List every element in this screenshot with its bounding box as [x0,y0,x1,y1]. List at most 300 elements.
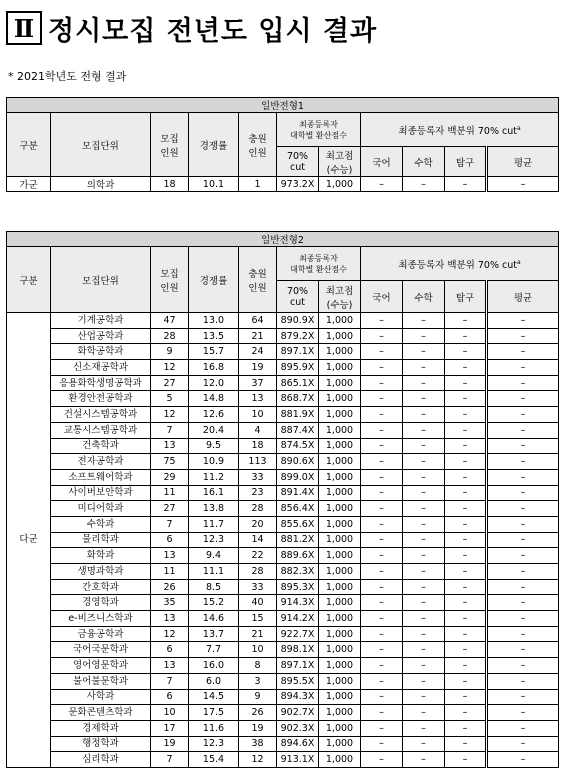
table-row [7,564,559,580]
cell-kor: – [361,375,403,391]
cell-quota: 12 [151,626,189,642]
cell-ratio: 14.5 [189,689,239,705]
cell-ratio: 11.2 [189,469,239,485]
cell-kor: – [361,485,403,501]
cell-avg: – [487,407,559,423]
cell-cut: 913.1X [277,752,319,768]
cell-quota: 7 [151,516,189,532]
table-row [7,454,559,470]
page-title: 정시모집 전년도 입시 결과 [48,15,378,47]
cell-kor: – [361,516,403,532]
cell-ratio: 7.7 [189,642,239,658]
cell-add: 18 [239,438,277,454]
cell-unit: 불어불문학과 [51,673,151,689]
cell-quota: 13 [151,611,189,627]
cell-quota: 47 [151,313,189,329]
cell-ratio: 11.7 [189,516,239,532]
cell-add: 23 [239,485,277,501]
cell-add: 9 [239,689,277,705]
cell-max: 1,000 [319,344,361,360]
cell-ratio: 15.7 [189,344,239,360]
cell-exp: – [445,611,487,627]
cell-unit: 건축학과 [51,438,151,454]
cell-add: 38 [239,736,277,752]
col-final-score: 최종등록자 대학별 환산점수 [277,113,361,147]
cell-kor: – [361,611,403,627]
cell-avg: – [487,673,559,689]
cell-avg: – [487,595,559,611]
cell-kor: – [361,564,403,580]
cell-quota: 10 [151,705,189,721]
cell-kor: – [361,407,403,423]
cell-quota: 75 [151,454,189,470]
cell-exp: – [445,501,487,517]
cell-quota: 28 [151,328,189,344]
cell-kor: – [361,469,403,485]
cell-kor: – [361,736,403,752]
cell-cut: 856.4X [277,501,319,517]
cell-unit: 기계공학과 [51,313,151,329]
cell-cut: 891.4X [277,485,319,501]
col-explore: 탐구 [445,147,487,177]
cell-max: 1,000 [319,532,361,548]
cell-cut: 902.7X [277,705,319,721]
cell-cut: 902.3X [277,720,319,736]
cell-ratio: 15.4 [189,752,239,768]
cell-quota: 6 [151,689,189,705]
cell-max: 1,000 [319,673,361,689]
cell-ratio: 11.6 [189,720,239,736]
table-row [7,720,559,736]
cell-max: 1,000 [319,485,361,501]
cell-add: 22 [239,548,277,564]
cell-math: – [403,422,445,438]
cell-max: 1,000 [319,407,361,423]
col-math: 수학 [403,147,445,177]
cell-unit: 교통시스템공학과 [51,422,151,438]
cell-exp: – [445,642,487,658]
col-quota: 모집 인원 [151,113,189,177]
cell-cut: 895.3X [277,579,319,595]
cell-unit: 사학과 [51,689,151,705]
cell-max: 1,000 [319,626,361,642]
cell-quota: 27 [151,501,189,517]
cell-avg: – [487,611,559,627]
cell-unit: 화학공학과 [51,344,151,360]
cell-max: 1,000 [319,736,361,752]
cell-max: 1,000 [319,689,361,705]
col-unit: 모집단위 [51,247,151,313]
table-row [7,532,559,548]
cell-ratio: 12.3 [189,532,239,548]
cell-max: 1,000 [319,516,361,532]
cell-kor: – [361,705,403,721]
cell-exp: – [445,626,487,642]
cell-kor: – [361,360,403,376]
cell-kor: – [361,438,403,454]
cell-math: – [403,720,445,736]
cell-kor: – [361,454,403,470]
cell-kor: – [361,626,403,642]
cell-unit: 소프트웨어학과 [51,469,151,485]
table-row [7,360,559,376]
cell-ratio: 9.5 [189,438,239,454]
cell-cut: 882.3X [277,564,319,580]
cell-unit: 사이버보안학과 [51,485,151,501]
cell-avg: – [487,532,559,548]
cell-kor: – [361,595,403,611]
cell-exp: – [445,720,487,736]
cell-math: – [403,626,445,642]
cell-avg: – [487,375,559,391]
cell-max: 1,000 [319,313,361,329]
table-row [7,626,559,642]
cell-kor: – [361,658,403,674]
cell-math: – [403,673,445,689]
cell-max: 1,000 [319,564,361,580]
table-row [7,375,559,391]
cell-kor: – [361,689,403,705]
cell-exp: – [445,391,487,407]
cell-add: 24 [239,344,277,360]
cell-max: 1,000 [319,469,361,485]
cell-unit: 수학과 [51,516,151,532]
cell-cut: 881.9X [277,407,319,423]
cell-add: 15 [239,611,277,627]
cell-exp: – [445,360,487,376]
table-row [7,673,559,689]
cell-exp: – [445,736,487,752]
cell-ratio: 12.0 [189,375,239,391]
cell-quota: 7 [151,673,189,689]
table-row [7,689,559,705]
cell-ratio: 16.1 [189,485,239,501]
cell-ratio: 12.3 [189,736,239,752]
cell-quota: 17 [151,720,189,736]
cell-math: – [403,344,445,360]
cell-math: – [403,595,445,611]
cell-quota: 35 [151,595,189,611]
cell-ratio: 10.9 [189,454,239,470]
col-gubun: 구분 [7,247,51,313]
cell-unit: 산업공학과 [51,328,151,344]
cell-max: 1,000 [319,328,361,344]
table-row [7,344,559,360]
cell-avg: – [487,705,559,721]
cell-cut: 914.2X [277,611,319,627]
cell-ratio: 9.4 [189,548,239,564]
cell-unit: 응용화학생명공학과 [51,375,151,391]
table-row [7,485,559,501]
cell-math: – [403,313,445,329]
cell-ratio: 6.0 [189,673,239,689]
col-cut70: 70% cut [277,281,319,313]
table-general-1 [6,97,559,192]
table-row: 가군 의학과 18 10.1 1 973.2X 1,000 – – – – [7,177,559,192]
table-row [7,438,559,454]
cell-quota: 11 [151,485,189,501]
cell-add: 20 [239,516,277,532]
cell-math: – [403,579,445,595]
cell-kor: – [361,422,403,438]
cell-kor: – [361,673,403,689]
cell-avg: – [487,360,559,376]
cell-add: 8 [239,658,277,674]
table-row [7,642,559,658]
cell-max: 1,000 [319,579,361,595]
cell-unit: 건설시스템공학과 [51,407,151,423]
table-row [7,752,559,768]
cell-ratio: 8.5 [189,579,239,595]
cell-max: 1,000 [319,501,361,517]
cell-cut: 889.6X [277,548,319,564]
cell-math: – [403,642,445,658]
cell-avg: – [487,752,559,768]
table-row [7,391,559,407]
cell-exp: – [445,438,487,454]
cell-kor: – [361,391,403,407]
cell-max: 1,000 [319,360,361,376]
col-percentile: 최종등록자 백분위 70% cut$^a$ [361,113,559,147]
cell-quota: 6 [151,532,189,548]
cell-quota: 12 [151,407,189,423]
cell-max: 1,000 [319,438,361,454]
table-row [7,658,559,674]
table-row [7,313,559,329]
cell-max: 1,000 [319,422,361,438]
col-korean: 국어 [361,281,403,313]
cell-avg: – [487,328,559,344]
table-row [7,579,559,595]
cell-max: 1,000 [319,705,361,721]
cell-math: – [403,658,445,674]
cell-kor: – [361,532,403,548]
cell-kor: – [361,642,403,658]
table-row [7,736,559,752]
cell-cut: 897.1X [277,344,319,360]
table-row [7,328,559,344]
cell-avg: – [487,313,559,329]
table-row [7,422,559,438]
cell-add: 21 [239,626,277,642]
cell-add: 3 [239,673,277,689]
cell-quota: 27 [151,375,189,391]
cell-add: 37 [239,375,277,391]
cell-exp: – [445,673,487,689]
table-row [7,516,559,532]
cell-math: – [403,391,445,407]
col-add: 충원 인원 [239,113,277,177]
col-percentile: 최종등록자 백분위 70% cut$^a$ [361,247,559,281]
cell-kor: – [361,548,403,564]
col-gubun: 구분 [7,113,51,177]
cell-quota: 29 [151,469,189,485]
cell-math: – [403,469,445,485]
cell-cut: 914.3X [277,595,319,611]
cell-max: 1,000 [319,752,361,768]
cell-avg: – [487,391,559,407]
cell-quota: 13 [151,548,189,564]
cell-ratio: 13.0 [189,313,239,329]
cell-avg: – [487,564,559,580]
cell-cut: 922.7X [277,626,319,642]
table-row [7,611,559,627]
cell-unit: 신소재공학과 [51,360,151,376]
cell-exp: – [445,689,487,705]
cell-avg: – [487,642,559,658]
col-avg: 평균 [487,147,559,177]
cell-kor: – [361,501,403,517]
cell-ratio: 13.8 [189,501,239,517]
cell-max: 1,000 [319,548,361,564]
cell-math: – [403,485,445,501]
cell-exp: – [445,752,487,768]
cell-math: – [403,360,445,376]
cell-kor: – [361,313,403,329]
cell-cut: 894.6X [277,736,319,752]
cell-cut: 879.2X [277,328,319,344]
cell-add: 33 [239,469,277,485]
cell-max: 1,000 [319,454,361,470]
cell-math: – [403,407,445,423]
cell-kor: – [361,328,403,344]
col-add: 충원 인원 [239,247,277,313]
cell-unit: 화학과 [51,548,151,564]
cell-exp: – [445,407,487,423]
cell-add: 10 [239,407,277,423]
cell-math: – [403,705,445,721]
cell-max: 1,000 [319,658,361,674]
cell-quota: 26 [151,579,189,595]
cell-unit: 간호학과 [51,579,151,595]
table-general-2 [6,231,559,768]
cell-math: – [403,611,445,627]
cell-add: 13 [239,391,277,407]
cell-exp: – [445,422,487,438]
cell-avg: – [487,736,559,752]
cell-kor: – [361,579,403,595]
table-title: 일반전형2 [7,232,559,247]
cell-ratio: 13.5 [189,328,239,344]
cell-math: – [403,516,445,532]
cell-quota: 19 [151,736,189,752]
cell-avg: – [487,626,559,642]
cell-unit: 영어영문학과 [51,658,151,674]
cell-quota: 6 [151,642,189,658]
cell-exp: – [445,548,487,564]
col-explore: 탐구 [445,281,487,313]
cell-math: – [403,501,445,517]
cell-exp: – [445,658,487,674]
col-max: 최고점 (수능) [319,147,361,177]
cell-math: – [403,375,445,391]
cell-cut: 895.5X [277,673,319,689]
cell-max: 1,000 [319,642,361,658]
cell-unit: 경제학과 [51,720,151,736]
cell-cut: 899.0X [277,469,319,485]
cell-exp: – [445,313,487,329]
cell-unit: 물리학과 [51,532,151,548]
cell-add: 4 [239,422,277,438]
cell-exp: – [445,344,487,360]
col-final-score: 최종등록자 대학별 환산점수 [277,247,361,281]
table-row [7,705,559,721]
cell-math: – [403,328,445,344]
cell-cut: 887.4X [277,422,319,438]
cell-math: – [403,564,445,580]
cell-unit: 환경안전공학과 [51,391,151,407]
cell-exp: – [445,469,487,485]
col-math: 수학 [403,281,445,313]
cell-unit: 문화콘텐츠학과 [51,705,151,721]
cell-add: 21 [239,328,277,344]
cell-cut: 881.2X [277,532,319,548]
cell-avg: – [487,689,559,705]
cell-kor: – [361,344,403,360]
col-cut70: 70% cut [277,147,319,177]
cell-math: – [403,548,445,564]
cell-exp: – [445,516,487,532]
cell-quota: 11 [151,564,189,580]
cell-ratio: 13.7 [189,626,239,642]
cell-exp: – [445,579,487,595]
table-title: 일반전형1 [7,98,559,113]
cell-exp: – [445,454,487,470]
col-max: 최고점 (수능) [319,281,361,313]
cell-quota: 7 [151,422,189,438]
cell-cut: 890.6X [277,454,319,470]
cell-exp: – [445,485,487,501]
cell-cut: 894.3X [277,689,319,705]
cell-avg: – [487,658,559,674]
col-quota: 모집 인원 [151,247,189,313]
cell-cut: 897.1X [277,658,319,674]
cell-max: 1,000 [319,595,361,611]
cell-math: – [403,454,445,470]
cell-ratio: 14.6 [189,611,239,627]
col-ratio: 경쟁률 [189,113,239,177]
cell-exp: – [445,532,487,548]
subtitle: * 2021학년도 전형 결과 [8,70,127,83]
cell-exp: – [445,564,487,580]
cell-cut: 868.7X [277,391,319,407]
cell-math: – [403,736,445,752]
cell-cut: 898.1X [277,642,319,658]
cell-avg: – [487,469,559,485]
cell-add: 40 [239,595,277,611]
cell-avg: – [487,579,559,595]
cell-max: 1,000 [319,375,361,391]
cell-avg: – [487,485,559,501]
col-unit: 모집단위 [51,113,151,177]
cell-avg: – [487,516,559,532]
cell-avg: – [487,344,559,360]
col-korean: 국어 [361,147,403,177]
cell-math: – [403,438,445,454]
cell-unit: 미디어학과 [51,501,151,517]
cell-quota: 13 [151,658,189,674]
table-row [7,548,559,564]
cell-avg: – [487,454,559,470]
cell-add: 10 [239,642,277,658]
cell-add: 12 [239,752,277,768]
cell-ratio: 16.8 [189,360,239,376]
cell-add: 113 [239,454,277,470]
cell-max: 1,000 [319,391,361,407]
cell-avg: – [487,422,559,438]
cell-unit: 생명과학과 [51,564,151,580]
cell-unit: 전자공학과 [51,454,151,470]
